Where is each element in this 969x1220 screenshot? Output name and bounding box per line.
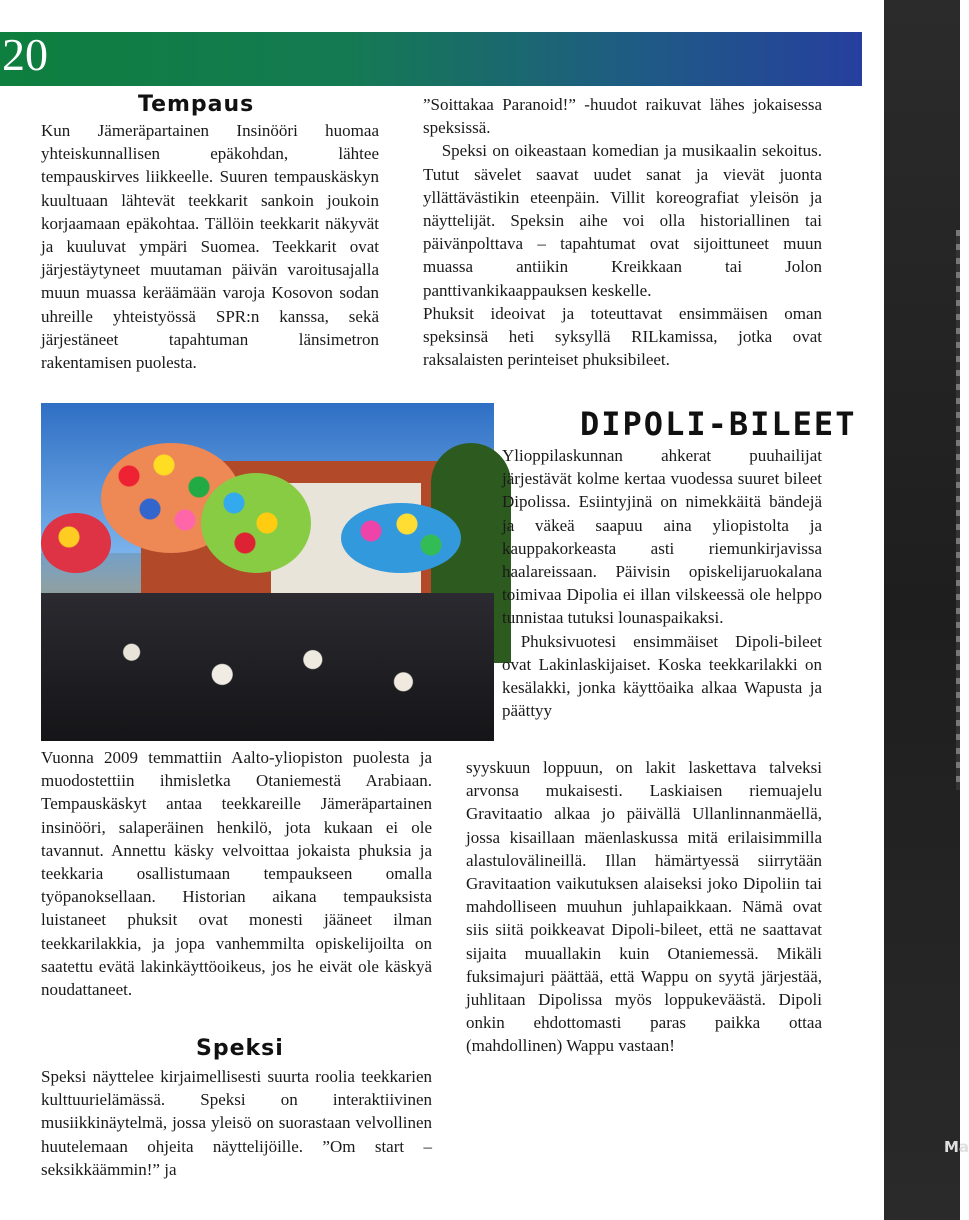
speksi-continued-paragraph: Phuksit ideoivat ja toteuttavat ensimmäisen oman speksinsä heti syksyllä RILkamissa, jotka ovat raksalaisten perinteiset phuksibileet. xyxy=(423,303,822,370)
tempaus-caption xyxy=(41,746,432,1001)
tempaus-body xyxy=(41,119,379,374)
tempaus-paragraph: Kun Jämeräpartainen Insinööri huomaa yhteiskunnallisen epäkohdan, lähtee tempauskirves liikkeelle. Suuren tempauskäskyn kuultuaan lähtevät teekkarit sankoin joukoin korjaamaan epäkohtaa. Tällöin teekkarit näkyvät ja kuuluvat ympäri Suomea. Teekkarit ovat järjestäytyneet muutaman päivän varoitusajalla muun muassa keräämään varoja Kosovon sodan uhreille yhteistyössä SPR:n kanssa, sekä järjestäneet tapahtuman länsimetron rakentamisen puolesta. xyxy=(41,121,379,373)
tempaus-heading: Tempaus xyxy=(138,92,255,117)
dipoli-paragraph: Ylioppilaskunnan ahkerat puuhailijat järjestävät kolme kertaa vuodessa suuret bileet Dipolissa. Esiintyjinä on nimekkäitä bändejä ja väkeä saapuu aina yliopistolta ja kauppakorkeasta asti riemunkirjavissa haalareissaan. Päivisin opiskelijaruokalana toimivaa Dipolia ei illan vilskeessä ole helppo tunnistaa tutuksi lounaspaikaksi. xyxy=(502,446,822,628)
caption-paragraph: Vuonna 2009 temmattiin Aalto-yliopiston puolesta ja muodostettiin ihmisletka Otaniemestä Arabiaan. Tempauskäskyt antaa teekkareille Jämeräpartainen insinööri, salaperäinen henkilö, jota kukaan ei ole tavannut. Annettu käsky velvoittaa jokaista phuksia ja teekkaria osallistumaan tempaukseen omalla työpanoksellaan. Historian aikana tempauksista luistaneet phuksit ovat monesti jääneet ilman teekkarilakkia, ja jopa vanhemmilta opiskelijoilta on saatettu evätä lakinkäyttöoikeus, jos he eivät ole käskyä noudattaneet. xyxy=(41,748,432,1000)
balloon-cluster xyxy=(201,473,311,573)
page-number: 20 xyxy=(2,29,48,80)
speksi-continued-paragraph: ”Soittakaa Paranoid!” -huudot raikuvat lähes jokaisessa speksissä. xyxy=(423,95,822,138)
speksi-continued-paragraph: Speksi on oikeastaan komedian ja musikaalin sekoitus. Tutut sävelet saavat uudet sanat ja vievät juonta yllättävästikin eteenpäin. Villit koreografiat yleisön ja näyttelijät. Speksin aihe voi olla historiallinen tai päivänpolttava – tapahtumat ovat sijoittuneet muun muassa antiikin Kreikkaan tai Jolon panttivankikaappauksen keskelle. xyxy=(423,141,822,300)
photo-crowd xyxy=(41,593,494,741)
balloon-cluster xyxy=(341,503,461,573)
dipoli-body xyxy=(502,444,822,722)
dipoli-paragraph: Phuksivuotesi ensimmäiset Dipoli-bileet ovat Lakinlaskijaiset. Koska teekkarilakki on kesälakki, jonka käyttöaika alkaa Wapusta ja päättyy xyxy=(502,631,822,721)
side-panel-label: Ma xyxy=(944,1138,969,1156)
speksi-continued xyxy=(423,93,822,371)
speksi-body xyxy=(41,1065,432,1181)
side-panel xyxy=(884,0,960,1220)
header-band xyxy=(0,32,862,86)
dipoli-body-continued xyxy=(466,756,822,1058)
dipoli-heading: DIPOLI-BILEET xyxy=(580,405,857,443)
speksi-paragraph: Speksi näyttelee kirjaimellisesti suurta roolia teekkarien kulttuurielämässä. Speksi on interaktiivinen musiikkinäytelmä, jossa yleisö on suorastaan velvollinen huutelemaan ohjeita näyttelijöille. ”Om start – seksikkäämmin!” ja xyxy=(41,1067,432,1179)
balloon-cluster xyxy=(41,513,111,573)
speksi-heading: Speksi xyxy=(196,1036,284,1061)
dipoli-paragraph: syyskuun loppuun, on lakit laskettava talveksi arvonsa mukaisesti. Laskiaisen riemuajelu Gravitaatio alkaa jo päivällä Ullanlinnanmäellä, jossa kisaillaan mäenlaskussa mitä erilaisimmilla alastulovälineillä. Illan hämärtyessä siirrytään Gravitaation vaikutuksen alaiseksi joko Dipoliin tai mahdolliseen muuhun juhlapaikkaan. Nämä ovat siis siitä poikkeavat Dipoli-bileet, että ne saattavat sijaita muuallakin kuin Otaniemessä. Mikäli fuksimajuri päättää, että Wappu on syytä järjestää, juhlitaan Dipolissa myös loppukeväästä. Dipoli onkin ehdottomasti paras paikka ottaa (mahdollinen) Wappu vastaan! xyxy=(466,758,822,1056)
side-panel-texture xyxy=(956,230,960,790)
event-photo xyxy=(41,403,494,741)
